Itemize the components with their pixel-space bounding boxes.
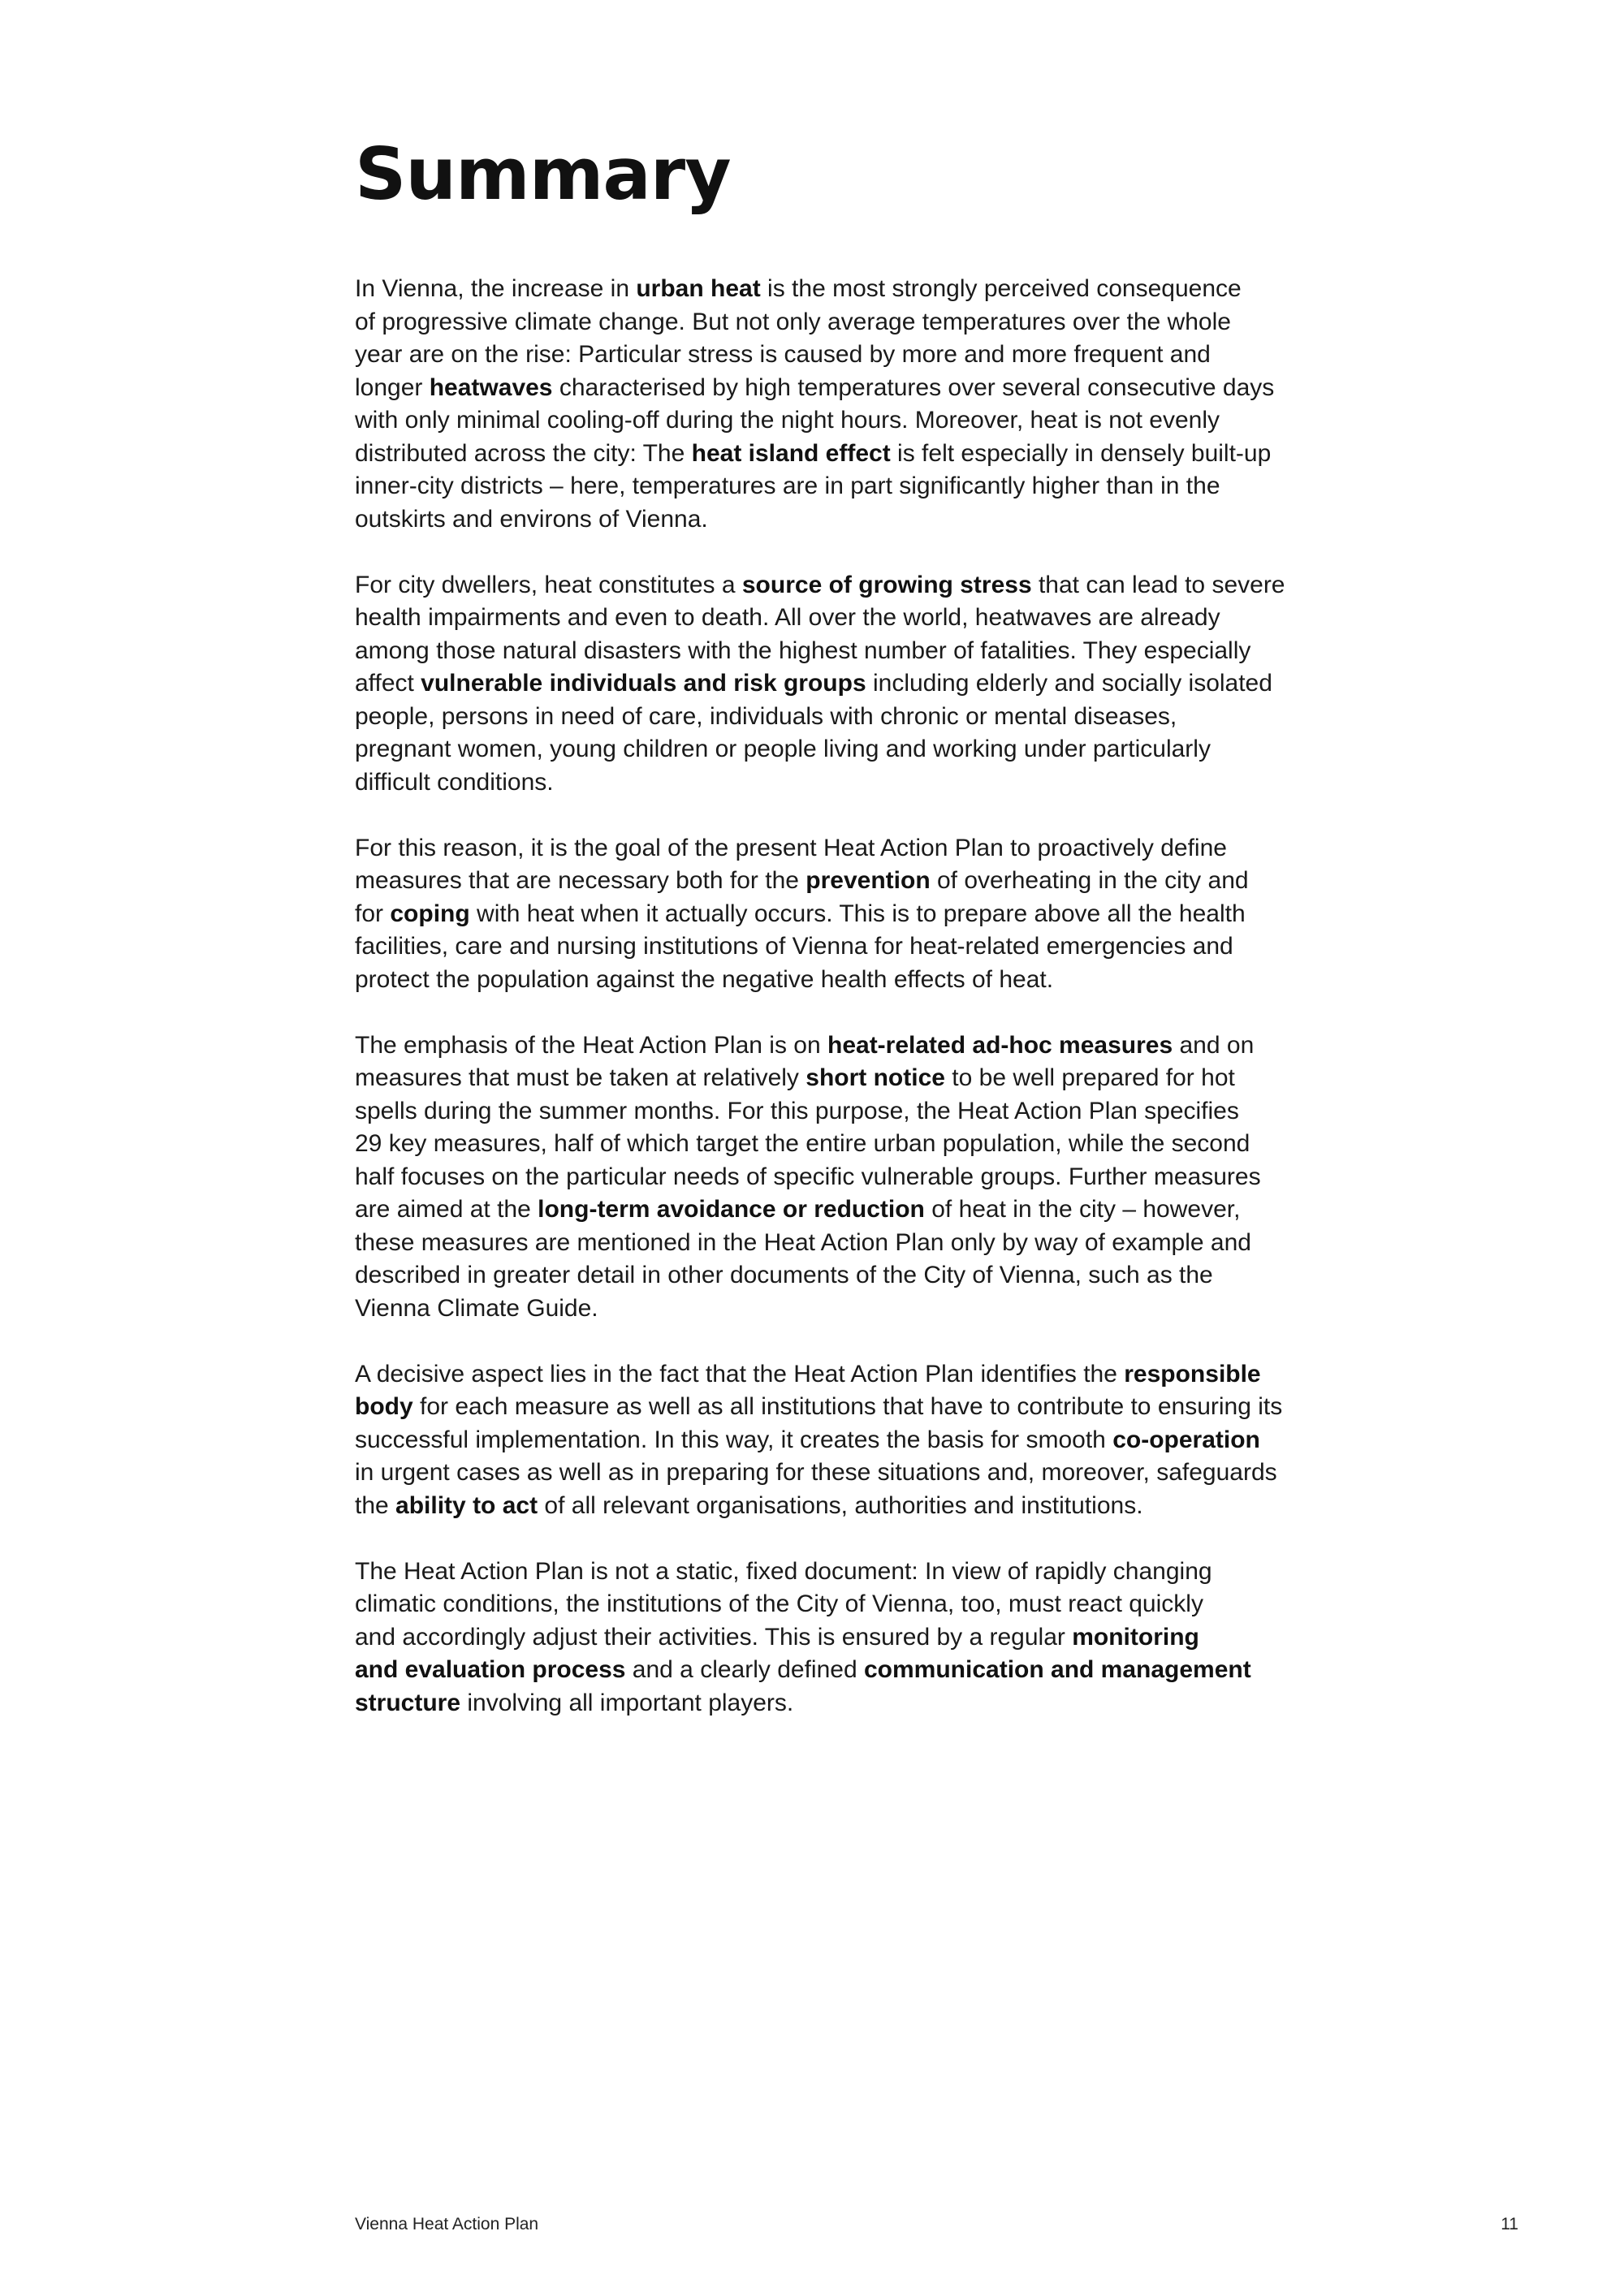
text-run: year are on the rise: Particular stress is caused by more and more frequent and — [355, 341, 1211, 368]
text-run: The emphasis of the Heat Action Plan is on — [355, 1031, 827, 1059]
emphasis-term: heat island effect — [691, 439, 891, 467]
text-run: affect — [355, 670, 421, 697]
text-run: with heat when it actually occurs. This is to prepare above all the health — [469, 900, 1246, 927]
emphasis-term: coping — [390, 900, 470, 927]
emphasis-term: body — [355, 1393, 413, 1420]
text-run: with only minimal cooling-off during the night hours. Moreover, heat is not evenly — [355, 407, 1220, 434]
text-run: A decisive aspect lies in the fact that the Heat Action Plan identifies the — [355, 1360, 1125, 1388]
paragraph-responsible-body — [355, 1358, 1289, 1523]
text-run: protect the population against the negative health effects of heat. — [355, 965, 1054, 993]
text-run: of all relevant organisations, authorities and institutions. — [538, 1491, 1143, 1519]
emphasis-term: co-operation — [1112, 1426, 1260, 1453]
text-run: is felt especially in densely built-up — [890, 439, 1272, 467]
text-run: for — [355, 900, 391, 927]
emphasis-term: heat-related ad-hoc measures — [827, 1031, 1173, 1059]
text-run: characterised by high temperatures over several consecutive days — [552, 373, 1275, 401]
text-run: successful implementation. In this way, it creates the basis for smooth — [355, 1426, 1113, 1453]
text-run: Vienna Climate Guide. — [355, 1294, 598, 1322]
emphasis-term: vulnerable individuals and risk groups — [421, 670, 866, 697]
paragraph-ad-hoc-measures — [355, 1029, 1289, 1326]
emphasis-term: monitoring — [1072, 1623, 1199, 1651]
text-run: and accordingly adjust their activities. This is ensured by a regular — [355, 1623, 1073, 1651]
emphasis-term: and evaluation process — [355, 1656, 626, 1683]
text-run: distributed across the city: The — [355, 439, 692, 467]
emphasis-term: short notice — [806, 1064, 945, 1091]
emphasis-term: structure — [355, 1689, 461, 1716]
text-run: difficult conditions. — [355, 768, 554, 796]
text-run: are aimed at the — [355, 1196, 538, 1223]
text-run: people, persons in need of care, individuals with chronic or mental diseases, — [355, 702, 1177, 730]
text-run: of progressive climate change. But not only average temperatures over the whole — [355, 308, 1231, 335]
footer-document-title: Vienna Heat Action Plan — [355, 2215, 539, 2233]
emphasis-term: communication and management — [863, 1656, 1251, 1683]
text-run: for each measure as well as all institutions that have to contribute to ensuring its — [412, 1393, 1283, 1420]
text-run: The Heat Action Plan is not a static, fixed document: In view of rapidly changing — [355, 1557, 1212, 1585]
page-title: Summary — [355, 132, 731, 216]
paragraph-urban-heat — [355, 273, 1289, 536]
text-run: For city dwellers, heat constitutes a — [355, 571, 742, 598]
text-run: In Vienna, the increase in — [355, 275, 637, 302]
text-run: measures that are necessary both for the — [355, 867, 806, 894]
emphasis-term: heatwaves — [429, 373, 553, 401]
text-run: For this reason, it is the goal of the present Heat Action Plan to proactively define — [355, 834, 1227, 861]
text-run: 29 key measures, half of which target the entire urban population, while the second — [355, 1130, 1250, 1157]
emphasis-term: source of growing stress — [741, 571, 1032, 598]
text-run: the — [355, 1491, 396, 1519]
text-run: facilities, care and nursing institutions of Vienna for heat-related emergencies and — [355, 933, 1233, 960]
emphasis-term: prevention — [806, 867, 931, 894]
text-run: among those natural disasters with the highest number of fatalities. They especially — [355, 637, 1251, 664]
text-run: these measures are mentioned in the Heat Action Plan only by way of example and — [355, 1228, 1251, 1256]
text-run: in urgent cases as well as in preparing for these situations and, moreover, safeguards — [355, 1459, 1277, 1486]
text-run: is the most strongly perceived consequence — [760, 275, 1242, 302]
emphasis-term: urban heat — [636, 275, 761, 302]
text-run: outskirts and environs of Vienna. — [355, 505, 708, 533]
paragraph-plan-goal — [355, 832, 1289, 997]
text-run: climatic conditions, the institutions of the City of Vienna, too, must react quickly — [355, 1590, 1203, 1617]
text-run: health impairments and even to death. All over the world, heatwaves are already — [355, 604, 1220, 631]
text-run: pregnant women, young children or people living and working under particularly — [355, 736, 1211, 762]
footer-page-number: 11 — [1501, 2215, 1518, 2233]
paragraph-monitoring — [355, 1556, 1289, 1720]
paragraph-health-stress — [355, 569, 1289, 800]
emphasis-term: ability to act — [395, 1491, 538, 1519]
emphasis-term: responsible — [1124, 1360, 1261, 1388]
text-run: half focuses on the particular needs of specific vulnerable groups. Further measures — [355, 1163, 1261, 1190]
text-run: of overheating in the city and — [930, 867, 1249, 894]
text-run: longer — [355, 373, 430, 401]
text-run: to be well prepared for hot — [944, 1064, 1235, 1091]
text-run: including elderly and socially isolated — [866, 670, 1272, 697]
text-run: measures that must be taken at relatively — [355, 1064, 806, 1091]
text-run: described in greater detail in other documents of the City of Vienna, such as the — [355, 1262, 1213, 1288]
emphasis-term: long-term avoidance or reduction — [538, 1196, 925, 1223]
text-run: spells during the summer months. For this purpose, the Heat Action Plan specifies — [355, 1097, 1239, 1124]
text-run: that can lead to severe — [1031, 571, 1285, 598]
summary-body — [355, 273, 1289, 1753]
text-run: of heat in the city – however, — [924, 1196, 1241, 1223]
text-run: and on — [1173, 1031, 1255, 1059]
text-run: involving all important players. — [460, 1689, 794, 1716]
text-run: inner-city districts – here, temperatures are in part significantly higher than in the — [355, 473, 1220, 499]
text-run: and a clearly defined — [625, 1656, 864, 1683]
